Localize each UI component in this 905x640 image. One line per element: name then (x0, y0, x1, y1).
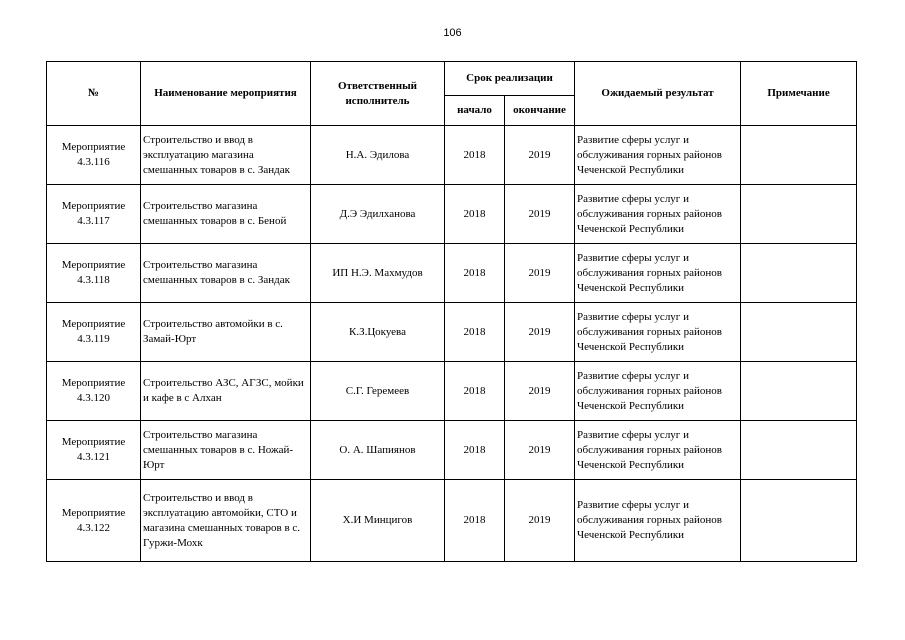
cell-name: Строительство магазина смешанных товаров в с. Беной (141, 185, 311, 244)
table-row (47, 185, 857, 244)
header-end: окончание (505, 96, 575, 126)
cell-start: 2018 (445, 126, 505, 185)
cell-result: Развитие сферы услуг и обслуживания горных районов Чеченской Республики (575, 244, 741, 303)
cell-name: Строительство магазина смешанных товаров в с. Ножай-Юрт (141, 421, 311, 480)
cell-executor: К.З.Цокуева (311, 303, 445, 362)
table-row (47, 421, 857, 480)
cell-name: Строительство и ввод в эксплуатацию магазина смешанных товаров в с. Зандак (141, 126, 311, 185)
header-executor: Ответственный исполнитель (311, 62, 445, 126)
cell-executor: ИП Н.Э. Махмудов (311, 244, 445, 303)
header-result: Ожидаемый результат (575, 62, 741, 126)
cell-end: 2019 (505, 244, 575, 303)
table-row (47, 303, 857, 362)
cell-num: Мероприятие 4.3.120 (47, 362, 141, 421)
table-row (47, 126, 857, 185)
cell-start: 2018 (445, 480, 505, 562)
header-period: Срок реализации (445, 62, 575, 96)
cell-num: Мероприятие 4.3.118 (47, 244, 141, 303)
cell-note (741, 244, 857, 303)
cell-result: Развитие сферы услуг и обслуживания горных районов Чеченской Республики (575, 480, 741, 562)
cell-executor: О. А. Шапиянов (311, 421, 445, 480)
cell-start: 2018 (445, 185, 505, 244)
table-row (47, 244, 857, 303)
cell-num: Мероприятие 4.3.122 (47, 480, 141, 562)
cell-note (741, 362, 857, 421)
cell-note (741, 185, 857, 244)
cell-result: Развитие сферы услуг и обслуживания горных районов Чеченской Республики (575, 421, 741, 480)
cell-note (741, 480, 857, 562)
cell-result: Развитие сферы услуг и обслуживания горных районов Чеченской Республики (575, 362, 741, 421)
cell-num: Мероприятие 4.3.117 (47, 185, 141, 244)
cell-end: 2019 (505, 303, 575, 362)
cell-executor: Д.Э Эдилханова (311, 185, 445, 244)
page-number: 106 (443, 27, 462, 39)
table-header (47, 62, 857, 126)
cell-end: 2019 (505, 421, 575, 480)
measures-table (46, 61, 857, 562)
cell-end: 2019 (505, 480, 575, 562)
cell-executor: Х.И Минцигов (311, 480, 445, 562)
cell-result: Развитие сферы услуг и обслуживания горных районов Чеченской Республики (575, 126, 741, 185)
cell-note (741, 421, 857, 480)
cell-end: 2019 (505, 126, 575, 185)
cell-end: 2019 (505, 362, 575, 421)
cell-note (741, 303, 857, 362)
cell-start: 2018 (445, 362, 505, 421)
header-name: Наименование мероприятия (141, 62, 311, 126)
table-body (47, 126, 857, 562)
cell-executor: Н.А. Эдилова (311, 126, 445, 185)
table-row (47, 362, 857, 421)
cell-start: 2018 (445, 303, 505, 362)
cell-executor: С.Г. Геремеев (311, 362, 445, 421)
cell-num: Мероприятие 4.3.119 (47, 303, 141, 362)
header-start: начало (445, 96, 505, 126)
table-row (47, 480, 857, 562)
cell-start: 2018 (445, 244, 505, 303)
cell-num: Мероприятие 4.3.116 (47, 126, 141, 185)
header-note: Примечание (741, 62, 857, 126)
cell-start: 2018 (445, 421, 505, 480)
cell-end: 2019 (505, 185, 575, 244)
cell-note (741, 126, 857, 185)
cell-name: Строительство АЗС, АГЗС, мойки и кафе в с Алхан (141, 362, 311, 421)
cell-result: Развитие сферы услуг и обслуживания горных районов Чеченской Республики (575, 185, 741, 244)
cell-name: Строительство и ввод в эксплуатацию автомойки, СТО и магазина смешанных товаров в с. Гуржи-Мохк (141, 480, 311, 562)
header-num: № (47, 62, 141, 126)
cell-result: Развитие сферы услуг и обслуживания горных районов Чеченской Республики (575, 303, 741, 362)
cell-num: Мероприятие 4.3.121 (47, 421, 141, 480)
cell-name: Строительство магазина смешанных товаров в с. Зандак (141, 244, 311, 303)
cell-name: Строительство автомойки в с. Замай-Юрт (141, 303, 311, 362)
